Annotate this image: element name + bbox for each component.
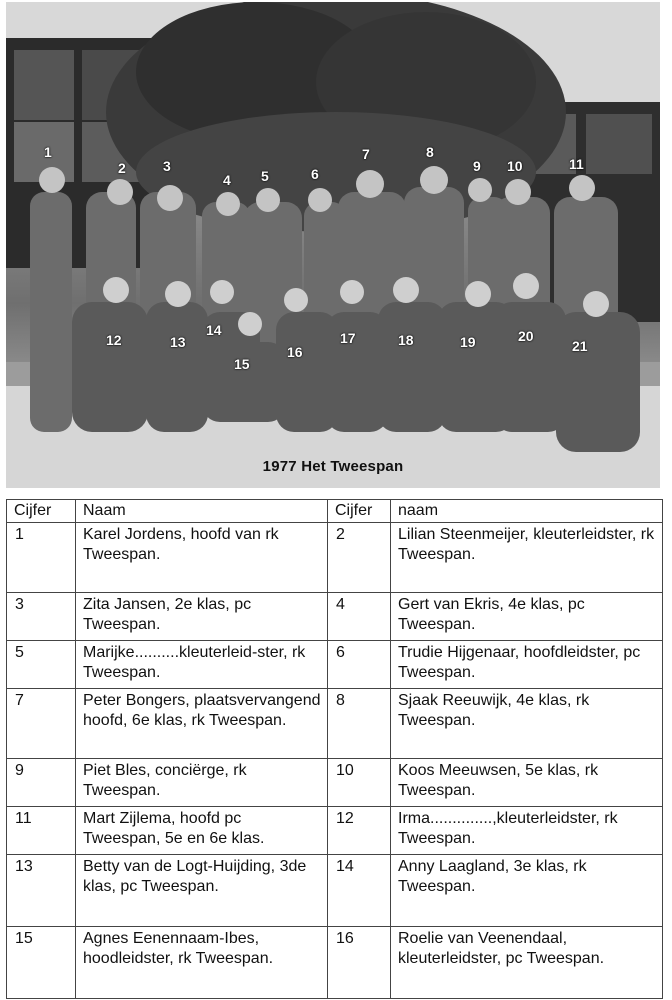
- cell-name: Marijke..........kleuterleid-ster, rk Tweespan.: [76, 641, 328, 689]
- table-row: [7, 523, 663, 593]
- table-row: [7, 927, 663, 999]
- header-naam-2: naam: [391, 500, 663, 523]
- person-number: 5: [261, 168, 269, 184]
- person-number: 6: [311, 166, 319, 182]
- header-cijfer: Cijfer: [7, 500, 76, 523]
- cell-number: 8: [328, 689, 391, 759]
- person-number: 12: [106, 332, 122, 348]
- person-number: 19: [460, 334, 476, 350]
- person-number: 10: [507, 158, 523, 174]
- header-naam: Naam: [76, 500, 328, 523]
- table-row: [7, 641, 663, 689]
- cell-number: 4: [328, 593, 391, 641]
- cell-number: 15: [7, 927, 76, 999]
- person-number: 8: [426, 144, 434, 160]
- cell-number: 1: [7, 523, 76, 593]
- person-number: 9: [473, 158, 481, 174]
- cell-name: Irma..............,kleuterleidster, rk Tweespan.: [391, 807, 663, 855]
- person-number: 21: [572, 338, 588, 354]
- table-row: [7, 807, 663, 855]
- cell-number: 3: [7, 593, 76, 641]
- cell-number: 10: [328, 759, 391, 807]
- table-row: [7, 855, 663, 927]
- table-row: [7, 759, 663, 807]
- cell-name: Trudie Hijgenaar, hoofdleidster, pc Tweespan.: [391, 641, 663, 689]
- cell-name: Lilian Steenmeijer, kleuterleidster, rk Tweespan.: [391, 523, 663, 593]
- cell-number: 13: [7, 855, 76, 927]
- person-number: 2: [118, 160, 126, 176]
- header-cijfer-2: Cijfer: [328, 500, 391, 523]
- person-number: 20: [518, 328, 534, 344]
- person-number: 4: [223, 172, 231, 188]
- cell-name: Peter Bongers, plaatsvervangend hoofd, 6e klas, rk Tweespan.: [76, 689, 328, 759]
- person-number: 14: [206, 322, 222, 338]
- cell-number: 2: [328, 523, 391, 593]
- photo-scene: [6, 2, 660, 488]
- cell-number: 14: [328, 855, 391, 927]
- cell-number: 16: [328, 927, 391, 999]
- person-number: 7: [362, 146, 370, 162]
- cell-name: Betty van de Logt-Huijding, 3de klas, pc Tweespan.: [76, 855, 328, 927]
- cell-name: Roelie van Veenendaal, kleuterleidster, pc Tweespan.: [391, 927, 663, 999]
- person-number: 3: [163, 158, 171, 174]
- person-number: 16: [287, 344, 303, 360]
- cell-number: 6: [328, 641, 391, 689]
- table-row: [7, 593, 663, 641]
- cell-name: Karel Jordens, hoofd van rk Tweespan.: [76, 523, 328, 593]
- photo-caption: 1977 Het Tweespan: [262, 458, 404, 475]
- cell-name: Anny Laagland, 3e klas, rk Tweespan.: [391, 855, 663, 927]
- cell-name: Zita Jansen, 2e klas, pc Tweespan.: [76, 593, 328, 641]
- group-photo: [6, 2, 660, 488]
- person-number: 15: [234, 356, 250, 372]
- cell-number: 7: [7, 689, 76, 759]
- person-number: 13: [170, 334, 186, 350]
- cell-name: Gert van Ekris, 4e klas, pc Tweespan.: [391, 593, 663, 641]
- cell-number: 9: [7, 759, 76, 807]
- cell-number: 5: [7, 641, 76, 689]
- roster-table: [6, 499, 663, 999]
- cell-name: Koos Meeuwsen, 5e klas, rk Tweespan.: [391, 759, 663, 807]
- person-number: 17: [340, 330, 356, 346]
- cell-number: 11: [7, 807, 76, 855]
- person-number: 11: [569, 156, 584, 172]
- person-number: 18: [398, 332, 414, 348]
- cell-name: Mart Zijlema, hoofd pc Tweespan, 5e en 6e klas.: [76, 807, 328, 855]
- table-row: [7, 689, 663, 759]
- person-number: 1: [44, 144, 52, 160]
- table-header-row: [7, 500, 663, 523]
- cell-name: Sjaak Reeuwijk, 4e klas, rk Tweespan.: [391, 689, 663, 759]
- cell-number: 12: [328, 807, 391, 855]
- cell-name: Agnes Eenennaam-Ibes, hoodleidster, rk Tweespan.: [76, 927, 328, 999]
- cell-name: Piet Bles, conciërge, rk Tweespan.: [76, 759, 328, 807]
